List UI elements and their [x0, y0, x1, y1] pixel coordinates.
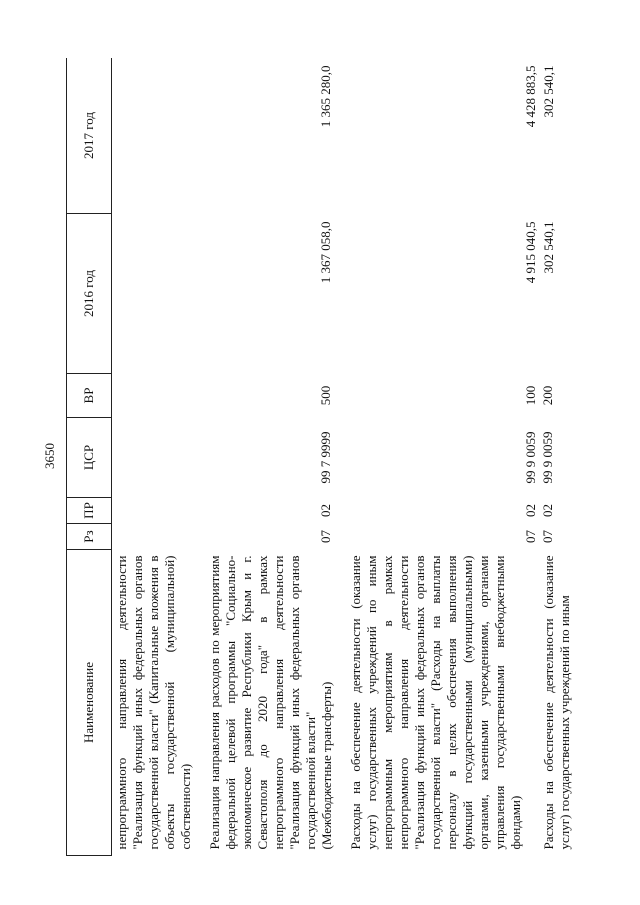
row-vr: 200	[540, 385, 555, 406]
row-name-subtext: (Межбюджетные трансферты)	[319, 681, 334, 850]
row-2017	[112, 58, 207, 214]
row-vr	[112, 374, 207, 418]
table-row	[347, 58, 540, 856]
row-name: Расходы на обеспечение деятельности (оказание услуг) государственных учреждений по иным	[541, 555, 572, 850]
col-header-name: Наименование	[67, 550, 112, 856]
row-2016	[112, 214, 207, 374]
row-2017: 4 428 883,5	[523, 65, 538, 128]
row-rz: 07	[523, 530, 538, 543]
header-row	[67, 58, 112, 856]
rotated-content	[66, 58, 618, 856]
row-pr	[112, 498, 207, 524]
table-row	[112, 58, 207, 856]
budget-table	[66, 58, 574, 856]
row-rz: 07	[318, 530, 333, 543]
col-header-rz: Рз	[67, 524, 112, 550]
table-row	[206, 58, 347, 856]
row-vr: 100	[523, 385, 538, 406]
col-header-2016: 2016 год	[67, 214, 112, 374]
page-number: 3650	[42, 443, 57, 469]
row-name: Расходы на обеспечение деятельности (оказание услуг) государственных учреждений по иным непрограммным мероприятиям в рамках непрограммного направления деятельности "Реализация функций иных федеральных органов государственной власти" (Расходы на выплаты персоналу в целях обеспечения выполнения функций государственными (муниципальными) органами, казенными учреждениями, органами управления государственными внебюджетными фондами)	[348, 555, 523, 850]
row-2016: 302 540,1	[541, 221, 556, 274]
row-pr: 02	[523, 504, 538, 517]
row-vr: 500	[318, 385, 333, 406]
row-name-text: Реализация направления расходов по мероприятиям федеральной целевой программы "Социально-экономическое развитие Республики Крым и г. Севастополя до 2020 года" в рамках непрограммного направления деятельности "Реализация функций иных федеральных органов государственной власти"	[207, 555, 318, 850]
row-csr: 99 7 9999	[318, 431, 333, 484]
col-header-2017: 2017 год	[67, 58, 112, 214]
col-header-pr: ПР	[67, 498, 112, 524]
row-rz: 07	[540, 530, 555, 543]
table-row	[540, 58, 574, 856]
row-csr: 99 9 0059	[523, 431, 538, 484]
row-pr: 02	[540, 504, 555, 517]
row-2016: 4 915 040,5	[523, 221, 538, 284]
col-header-vr: ВР	[67, 374, 112, 418]
row-rz	[112, 524, 207, 550]
row-2017: 1 365 280,0	[318, 65, 333, 128]
row-name	[206, 550, 347, 856]
row-2017: 302 540,1	[541, 65, 556, 118]
row-name: непрограммного направления деятельности "Реализация функций иных федеральных органов государственной власти" (Капитальные вложения в объекты государственной (муниципальной) собственности)	[114, 555, 193, 850]
col-header-csr: ЦСР	[67, 418, 112, 498]
budget-table-page	[66, 58, 618, 856]
row-csr: 99 9 0059	[540, 431, 555, 484]
row-2016: 1 367 058,0	[318, 221, 333, 284]
row-csr	[112, 418, 207, 498]
row-pr: 02	[318, 504, 333, 517]
